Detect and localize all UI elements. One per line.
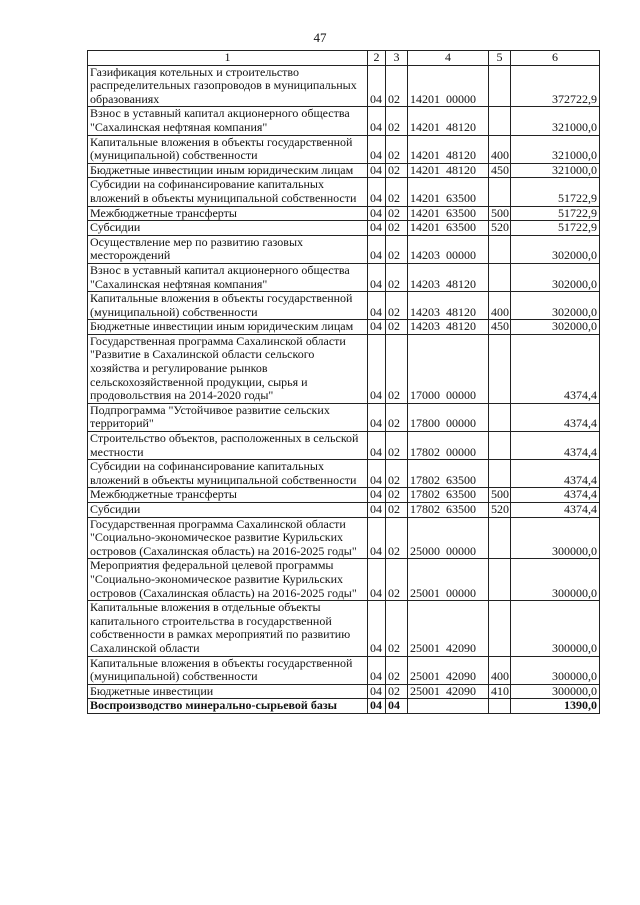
row-section-code: 04	[368, 503, 386, 518]
row-amount: 321000,0	[511, 107, 600, 135]
row-amount: 4374,4	[511, 503, 600, 518]
row-target-code: 17800 00000	[408, 403, 489, 431]
table-row	[88, 684, 600, 699]
row-subsection-code: 02	[386, 135, 408, 163]
row-expense-type: 520	[489, 503, 511, 518]
row-target-code: 25000 00000	[408, 517, 489, 559]
row-expense-type	[489, 235, 511, 263]
row-section-code: 04	[368, 65, 386, 107]
table-row	[88, 221, 600, 236]
row-expense-type	[489, 334, 511, 403]
row-target-code: 14203 00000	[408, 235, 489, 263]
row-section-code: 04	[368, 320, 386, 335]
row-expense-type: 400	[489, 656, 511, 684]
row-subsection-code: 02	[386, 656, 408, 684]
row-amount: 302000,0	[511, 320, 600, 335]
row-subsection-code: 02	[386, 334, 408, 403]
row-target-code	[408, 699, 489, 714]
header-col-1: 1	[88, 51, 368, 66]
header-col-6: 6	[511, 51, 600, 66]
row-section-code: 04	[368, 559, 386, 601]
row-target-code: 17802 00000	[408, 432, 489, 460]
table-row	[88, 503, 600, 518]
row-subsection-code: 02	[386, 432, 408, 460]
table-row	[88, 488, 600, 503]
row-target-code: 17802 63500	[408, 503, 489, 518]
row-amount: 302000,0	[511, 292, 600, 320]
row-target-code: 14201 63500	[408, 221, 489, 236]
row-amount: 321000,0	[511, 135, 600, 163]
row-name: Субсидии	[88, 503, 368, 518]
table-row	[88, 656, 600, 684]
row-section-code: 04	[368, 403, 386, 431]
row-expense-type	[489, 432, 511, 460]
row-name: Государственная программа Сахалинской области "Развитие в Сахалинской области сельского хозяйства и регулирование рынков сельскохозяйственной продукции, сырья и продовольствия на 2014-2020 годы"	[88, 334, 368, 403]
row-name: Бюджетные инвестиции иным юридическим лицам	[88, 163, 368, 178]
row-name: Взнос в уставный капитал акционерного общества "Сахалинская нефтяная компания"	[88, 107, 368, 135]
row-target-code: 25001 42090	[408, 684, 489, 699]
table-row	[88, 65, 600, 107]
row-amount: 4374,4	[511, 403, 600, 431]
row-target-code: 17000 00000	[408, 334, 489, 403]
row-section-code: 04	[368, 178, 386, 206]
row-amount: 300000,0	[511, 684, 600, 699]
row-amount: 4374,4	[511, 334, 600, 403]
row-target-code: 14203 48120	[408, 292, 489, 320]
table-row	[88, 559, 600, 601]
row-subsection-code: 04	[386, 699, 408, 714]
row-name: Бюджетные инвестиции иным юридическим лицам	[88, 320, 368, 335]
row-subsection-code: 02	[386, 559, 408, 601]
row-name: Государственная программа Сахалинской области "Социально-экономическое развитие Курильских островов (Сахалинская область) на 2016-2025 годы"	[88, 517, 368, 559]
row-expense-type: 400	[489, 135, 511, 163]
row-target-code: 25001 42090	[408, 656, 489, 684]
table-row	[88, 235, 600, 263]
row-name: Субсидии на софинансирование капитальных вложений в объекты муниципальной собственности	[88, 178, 368, 206]
row-name: Взнос в уставный капитал акционерного общества "Сахалинская нефтяная компания"	[88, 263, 368, 291]
row-expense-type	[489, 403, 511, 431]
row-amount: 300000,0	[511, 656, 600, 684]
row-amount: 51722,9	[511, 178, 600, 206]
row-section-code: 04	[368, 656, 386, 684]
table-row	[88, 334, 600, 403]
row-expense-type	[489, 517, 511, 559]
row-section-code: 04	[368, 684, 386, 699]
row-expense-type	[489, 263, 511, 291]
row-name: Капитальные вложения в отдельные объекты капитального строительства в государственной собственности в рамках мероприятий по развитию Сахалинской области	[88, 601, 368, 656]
row-amount: 4374,4	[511, 460, 600, 488]
row-name: Осуществление мер по развитию газовых месторождений	[88, 235, 368, 263]
row-target-code: 14203 48120	[408, 320, 489, 335]
table-row	[88, 460, 600, 488]
row-expense-type: 500	[489, 206, 511, 221]
row-section-code: 04	[368, 135, 386, 163]
row-amount: 302000,0	[511, 235, 600, 263]
table-row	[88, 135, 600, 163]
row-subsection-code: 02	[386, 107, 408, 135]
row-name: Субсидии на софинансирование капитальных вложений в объекты муниципальной собственности	[88, 460, 368, 488]
header-col-5: 5	[489, 51, 511, 66]
table-row	[88, 107, 600, 135]
row-expense-type: 450	[489, 320, 511, 335]
header-col-4: 4	[408, 51, 489, 66]
table-body	[88, 65, 600, 713]
row-target-code: 14201 63500	[408, 206, 489, 221]
row-expense-type	[489, 601, 511, 656]
row-amount: 372722,9	[511, 65, 600, 107]
row-name: Межбюджетные трансферты	[88, 206, 368, 221]
table-row	[88, 206, 600, 221]
header-col-3: 3	[386, 51, 408, 66]
row-subsection-code: 02	[386, 178, 408, 206]
row-expense-type	[489, 460, 511, 488]
row-amount: 300000,0	[511, 601, 600, 656]
row-name: Подпрограмма "Устойчивое развитие сельских территорий"	[88, 403, 368, 431]
row-expense-type: 400	[489, 292, 511, 320]
row-target-code: 17802 63500	[408, 488, 489, 503]
row-section-code: 04	[368, 206, 386, 221]
row-section-code: 04	[368, 334, 386, 403]
row-subsection-code: 02	[386, 163, 408, 178]
row-subsection-code: 02	[386, 488, 408, 503]
table-row	[88, 403, 600, 431]
row-name: Строительство объектов, расположенных в сельской местности	[88, 432, 368, 460]
row-subsection-code: 02	[386, 403, 408, 431]
row-subsection-code: 02	[386, 221, 408, 236]
row-section-code: 04	[368, 163, 386, 178]
row-amount: 4374,4	[511, 432, 600, 460]
header-col-2: 2	[368, 51, 386, 66]
page-number: 47	[313, 30, 327, 45]
row-section-code: 04	[368, 292, 386, 320]
row-section-code: 04	[368, 488, 386, 503]
row-expense-type	[489, 699, 511, 714]
table-row	[88, 163, 600, 178]
row-name: Капитальные вложения в объекты государственной (муниципальной) собственности	[88, 656, 368, 684]
row-expense-type	[489, 65, 511, 107]
row-amount: 300000,0	[511, 559, 600, 601]
table-row	[88, 178, 600, 206]
row-expense-type	[489, 178, 511, 206]
row-name: Капитальные вложения в объекты государственной (муниципальной) собственности	[88, 135, 368, 163]
row-subsection-code: 02	[386, 684, 408, 699]
row-section-code: 04	[368, 460, 386, 488]
row-expense-type: 410	[489, 684, 511, 699]
row-subsection-code: 02	[386, 65, 408, 107]
row-expense-type	[489, 107, 511, 135]
table-row	[88, 320, 600, 335]
row-name: Мероприятия федеральной целевой программы "Социально-экономическое развитие Курильских островов (Сахалинская область) на 2016-2025 годы"	[88, 559, 368, 601]
row-name: Межбюджетные трансферты	[88, 488, 368, 503]
row-amount: 51722,9	[511, 206, 600, 221]
row-expense-type	[489, 559, 511, 601]
row-section-code: 04	[368, 432, 386, 460]
row-target-code: 17802 63500	[408, 460, 489, 488]
row-subsection-code: 02	[386, 235, 408, 263]
table-row	[88, 601, 600, 656]
row-target-code: 25001 42090	[408, 601, 489, 656]
row-subsection-code: 02	[386, 503, 408, 518]
row-target-code: 14201 63500	[408, 178, 489, 206]
row-name: Газификация котельных и строительство распределительных газопроводов в муниципальных образованиях	[88, 65, 368, 107]
row-target-code: 14201 48120	[408, 107, 489, 135]
row-amount: 4374,4	[511, 488, 600, 503]
row-amount: 302000,0	[511, 263, 600, 291]
row-expense-type: 520	[489, 221, 511, 236]
table-row	[88, 517, 600, 559]
row-subsection-code: 02	[386, 320, 408, 335]
row-name: Капитальные вложения в объекты государственной (муниципальной) собственности	[88, 292, 368, 320]
row-section-code: 04	[368, 601, 386, 656]
row-amount: 300000,0	[511, 517, 600, 559]
row-section-code: 04	[368, 221, 386, 236]
row-expense-type: 450	[489, 163, 511, 178]
row-target-code: 14201 48120	[408, 163, 489, 178]
budget-table	[87, 50, 600, 714]
row-section-code: 04	[368, 517, 386, 559]
row-amount: 1390,0	[511, 699, 600, 714]
row-section-code: 04	[368, 699, 386, 714]
table-row	[88, 263, 600, 291]
row-target-code: 14203 48120	[408, 263, 489, 291]
row-subsection-code: 02	[386, 517, 408, 559]
header-row	[88, 51, 600, 66]
row-section-code: 04	[368, 263, 386, 291]
table-row	[88, 292, 600, 320]
row-section-code: 04	[368, 107, 386, 135]
row-subsection-code: 02	[386, 601, 408, 656]
row-target-code: 14201 48120	[408, 135, 489, 163]
row-target-code: 25001 00000	[408, 559, 489, 601]
table-row	[88, 432, 600, 460]
row-target-code: 14201 00000	[408, 65, 489, 107]
row-subsection-code: 02	[386, 263, 408, 291]
row-name: Субсидии	[88, 221, 368, 236]
row-subsection-code: 02	[386, 206, 408, 221]
row-subsection-code: 02	[386, 460, 408, 488]
row-name: Бюджетные инвестиции	[88, 684, 368, 699]
row-name: Воспроизводство минерально-сырьевой базы	[88, 699, 368, 714]
row-amount: 321000,0	[511, 163, 600, 178]
row-amount: 51722,9	[511, 221, 600, 236]
row-subsection-code: 02	[386, 292, 408, 320]
table-row	[88, 699, 600, 714]
row-section-code: 04	[368, 235, 386, 263]
row-expense-type: 500	[489, 488, 511, 503]
